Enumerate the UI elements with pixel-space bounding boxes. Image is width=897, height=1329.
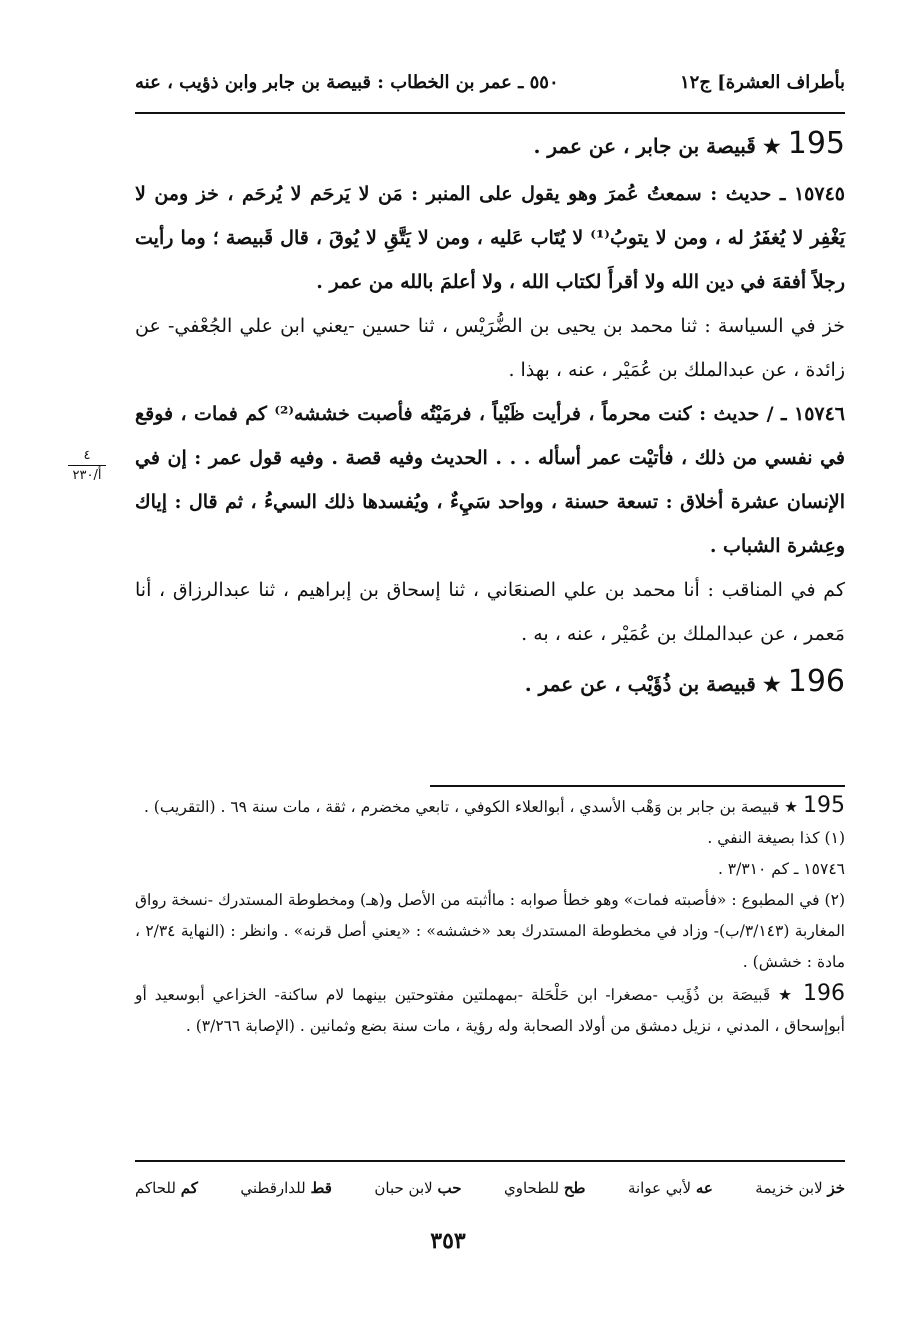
hadith-15746: ١٥٧٤٦ ـ / حديث : كنت محرماً ، فرأيت ظَبْياً ، فرمَيْتُه فأصبت خششه⁽²⁾ كم فمات ، فوقع في نفسي من ذلك ، فأتيْت عمر أسأله . . . الحديث وفيه قصة . وفيه قول عمر : إن في الإنسان عشرة أخلاق : تسعة حسنة ، وواحد سَيِءٌ ، ويُفسدها ذلك السيءُ ، ثم قال : إياك وعِشرة الشباب . [135,403,846,557]
header-rule [135,112,845,114]
main-text [135,118,845,710]
footnote-text: ★ قَبيصَة بن ذُؤَيب -مصغرا- ابن حَلْحَلة -بمهملتين مفتوحتين بينهما لام ساكنة- الخزاعي أبوسعيد أو أبوإسحاق ، المدني ، نزيل دمشق من أولاد الصحابة وله رؤية ، مات سنة بضع وثمانين . (الإصابة ٣/٢٦٦) . [135,986,845,1035]
abbrev-item: طح للطحاوي [503,1179,586,1197]
header-chapter: ٥٥٠ ـ عمر بن الخطاب : قبيصة بن جابر وابن ذؤيب ، عنه [135,71,559,93]
entry-number: 196 [787,664,845,699]
entry-title: ★ قبيصة بن ذُؤَيْب ، عن عمر . [524,672,781,696]
footnote-196 [135,978,845,1042]
folio-top: ٤ [83,448,91,463]
entry-title: ★ قَبيصة بن جابر ، عن عمر . [533,134,781,158]
entry-heading-196 [135,656,845,710]
footnote-text: ★ قبيصة بن جابر بن وَهْب الأسدي ، أبوالعلاء الكوفي ، تابعي مخضرم ، ثقة ، مات سنة ٦٩ . (التقريب) . [143,798,799,816]
page-number: ٣٥٣ [430,1228,466,1254]
footnote-rule [430,785,845,787]
running-header [135,62,845,102]
header-volume: بأطراف العشرة] ج١٢ [679,71,845,93]
footnote-ref-15746: ١٥٧٤٦ ـ كم ٣/٣١٠ . [717,860,845,878]
folio-divider [68,465,106,466]
entry-number: 195 [787,126,845,161]
footnote-1: (١) كذا بصيغة النفي . [707,829,845,847]
abbreviation-key [135,1170,845,1206]
footnotes [135,790,845,1042]
abbrev-item: عه لأبي عوانة [627,1179,713,1197]
abbrev-item: قط للدارقطني [240,1179,332,1197]
folio-bottom: أ/٢٣٠ [72,468,102,483]
footnote-195 [135,790,845,823]
manuscript-folio-note [62,448,112,483]
footnote-number: 196 [803,981,845,1006]
entry-heading-195 [135,118,845,172]
footnote-number: 195 [803,793,845,818]
hadith-15745: ١٥٧٤٥ ـ حديث : سمعتُ عُمرَ وهو يقول على المنبر : مَن لا يَرحَم لا يُرحَم ، خز ومن لا يَغْفِر لا يُغفَرُ له ، ومن لا يتوبُ⁽¹⁾ لا يُتَاب عَليه ، ومن لا يَتَّقِ لا يُوقَ ، قال قَبيصة ؛ وما رأيت رجلاً أفقهَ في دين الله ولا أقرأَ لكتاب الله ، ولا أعلمَ بالله من عمر . [135,183,845,293]
abbrev-item: حب لابن حبان [374,1179,462,1197]
abbrev-item: خز لابن خزيمة [755,1179,845,1197]
isnad-paragraph: كم في المناقب : أنا محمد بن علي الصنعَاني ، ثنا إسحاق بن إبراهيم ، ثنا عبدالرزاق ، أنا مَعمر ، عن عبدالملك بن عُمَيْر ، عنه ، به . [135,579,845,645]
isnad-paragraph: خز في السياسة : ثنا محمد بن يحيى بن الضُّرَيْس ، ثنا حسين -يعني ابن علي الجُعْفي- عن زائدة ، عن عبدالملك بن عُمَيْر ، عنه ، بهذا . [135,315,845,381]
abbrev-item: كم للحاكم [135,1179,198,1197]
footer-rule [135,1160,845,1162]
footnote-2: (٢) في المطبوع : «فأصبته فمات» وهو خطأ صوابه : ماأثبته من الأصل و(هـ) ومخطوطة المستدرك -نسخة رواق المغاربة (٣/١٤٣/ب)- وزاد في مخطوطة المستدرك بعد «خششه» : «يعني أصل قرنه» . وانظر : (النهاية ٢/٣٤ ، مادة : خشش) . [135,891,845,971]
